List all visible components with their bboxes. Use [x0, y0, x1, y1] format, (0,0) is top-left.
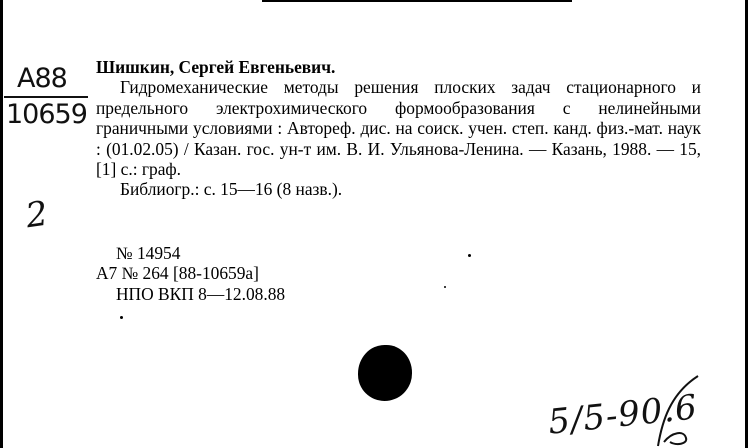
- ink-blot: [358, 345, 412, 401]
- accession-stamp: НПО ВКП 8—12.08.88: [116, 283, 286, 304]
- shelf-mark-code: А88: [17, 63, 67, 94]
- ink-speck: [468, 254, 471, 257]
- bibliographic-entry: [96, 57, 701, 200]
- copy-mark: 2: [23, 193, 51, 237]
- entry-description: Гидромеханические методы решения плоских задач стационарного и предельного электрохимического формообразования с нелинейными граничными условиями : Автореф. дис. на соиск. учен. степ. канд. физ.-мат. наук : (01.02.05) / Казан. гос. ун-т им. В. И. Ульянова-Ленина. — Казань, 1988. — 15, [1] с.: граф.: [96, 77, 701, 180]
- card-left-edge: [0, 0, 3, 448]
- card-top-edge: [262, 0, 572, 2]
- shelf-mark: [4, 64, 88, 130]
- handwritten-note: 5/5-90.6: [546, 387, 700, 443]
- handwritten-flourish: [650, 372, 704, 448]
- entry-bibliography: Библиогр.: с. 15—16 (8 назв.).: [120, 179, 343, 200]
- shelf-mark-rule: [4, 96, 88, 98]
- accession-number: № 14954: [116, 243, 181, 263]
- accession-block: [96, 243, 285, 304]
- ink-speck: [120, 316, 123, 319]
- entry-author: Шишкин, Сергей Евгеньевич.: [96, 57, 336, 77]
- shelf-mark-number: 10659: [6, 99, 87, 130]
- card-right-edge: [745, 0, 748, 448]
- ink-speck: [444, 286, 446, 288]
- accession-index: А7 № 264 [88-10659а]: [96, 263, 259, 284]
